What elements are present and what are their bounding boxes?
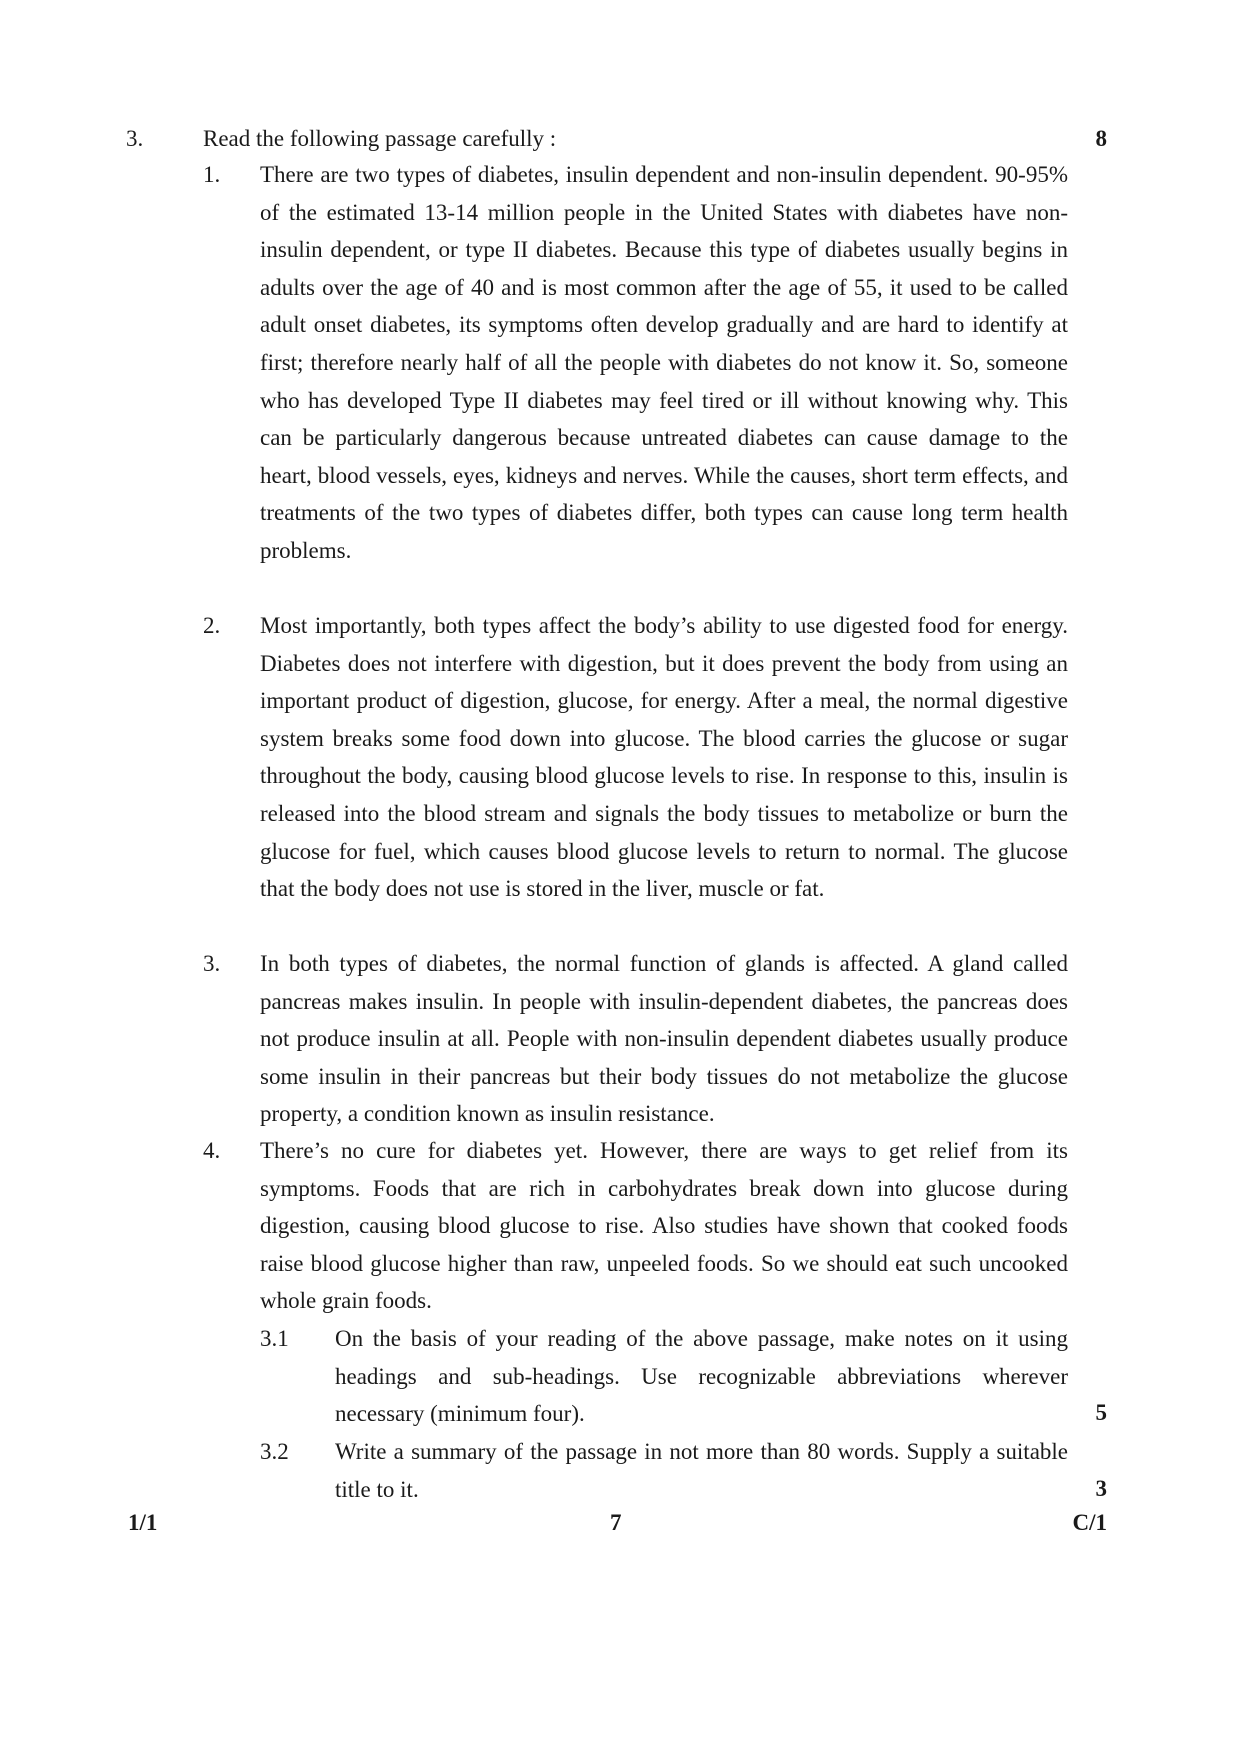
paragraph-text: There are two types of diabetes, insulin dependent and non-insulin dependent. 90-95% of the estimated 13-14 million people in the United States with diabetes have non-insulin dependent, or type II diabetes. Because this type of diabetes usually begins in adults over the age of 40 and is most common after the age of 55, it used to be called adult onset diabetes, its symptoms often develop gradually and are hard to identify at first; therefore nearly half of all the people with diabetes do not know it. So, someone who has developed Type II diabetes may feel tired or ill without knowing why. This can be particularly dangerous because untreated diabetes can cause damage to the heart, blood vessels, eyes, kidneys and nerves. While the causes, short term effects, and treatments of the two types of diabetes differ, both types can cause long term health problems. xyxy=(260,162,1068,563)
question-marks: 8 xyxy=(1095,126,1107,151)
subquestion-number: 3.1 xyxy=(260,1326,289,1351)
subquestion-number: 3.2 xyxy=(260,1439,289,1464)
subquestion-text: Write a summary of the passage in not more than 80 words. Supply a suitable title to it. xyxy=(335,1439,1068,1502)
paragraph-number: 3. xyxy=(203,951,221,976)
footer-page-number: 7 xyxy=(610,1510,622,1535)
passage-paragraph-4 xyxy=(203,1132,1068,1320)
footer-set-code: C/1 xyxy=(1072,1510,1107,1535)
question-instruction: Read the following passage carefully : xyxy=(203,126,557,151)
subquestion-marks: 3 xyxy=(1095,1476,1107,1501)
paragraph-text: There’s no cure for diabetes yet. However, there are ways to get relief from its symptoms. Foods that are rich in carbohydrates break down into glucose during digestion, causing blood glucose to rise. Also studies have shown that cooked foods raise blood glucose higher than raw, unpeeled foods. So we should eat such uncooked whole grain foods. xyxy=(260,1138,1068,1314)
subquestion-3-2 xyxy=(260,1433,1068,1508)
paragraph-number: 1. xyxy=(203,162,221,187)
paragraph-text: Most importantly, both types affect the body’s ability to use digested food for energy. Diabetes does not interfere with digestion, but it does prevent the body from using an important product of digestion, glucose, for energy. After a meal, the normal digestive system breaks some food down into glucose. The blood carries the glucose or sugar throughout the body, causing blood glucose levels to rise. In response to this, insulin is released into the blood stream and signals the body tissues to metabolize or burn the glucose for fuel, which causes blood glucose levels to return to normal. The glucose that the body does not use is stored in the liver, muscle or fat. xyxy=(260,613,1068,902)
passage-paragraph-1 xyxy=(203,156,1068,570)
paragraph-text: In both types of diabetes, the normal function of glands is affected. A gland called pancreas makes insulin. In people with insulin-dependent diabetes, the pancreas does not produce insulin at all. People with non-insulin dependent diabetes usually produce some insulin in their pancreas but their body tissues do not metabolize the glucose property, a condition known as insulin resistance. xyxy=(260,951,1068,1127)
paragraph-number: 2. xyxy=(203,613,221,638)
passage-paragraph-3 xyxy=(203,945,1068,1133)
paragraph-number: 4. xyxy=(203,1138,221,1163)
subquestion-marks: 5 xyxy=(1095,1400,1107,1425)
subquestion-3-1 xyxy=(260,1320,1068,1433)
passage-paragraph-2 xyxy=(203,607,1068,908)
question-number: 3. xyxy=(126,126,144,151)
footer-page-code: 1/1 xyxy=(128,1510,158,1535)
subquestion-text: On the basis of your reading of the above passage, make notes on it using headings and sub-headings. Use recognizable abbreviations wherever necessary (minimum four). xyxy=(335,1326,1068,1427)
